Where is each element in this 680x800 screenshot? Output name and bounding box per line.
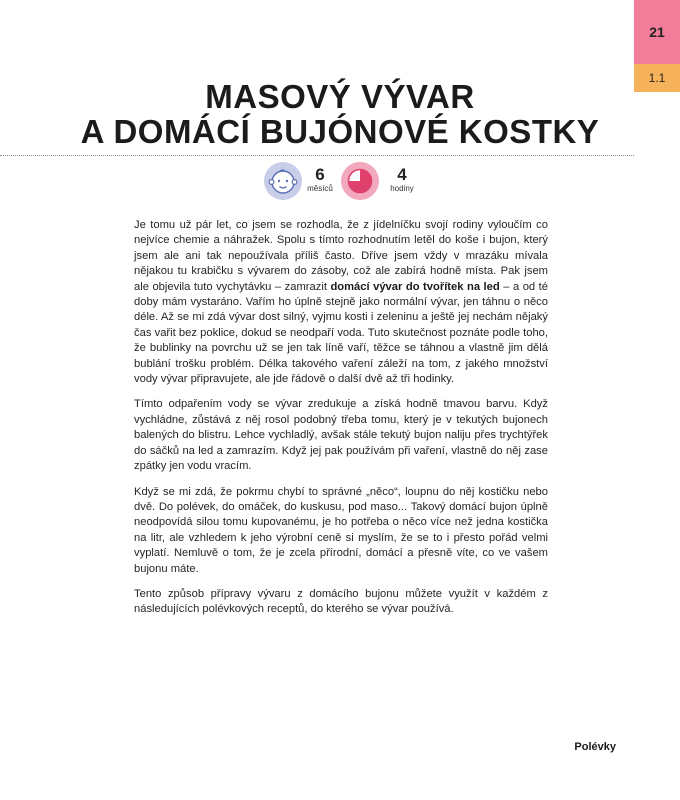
age-unit: měsíců <box>307 184 333 193</box>
paragraph-1 <box>134 218 548 387</box>
age-badge <box>264 162 304 202</box>
title-divider <box>0 155 634 156</box>
page-number: 21 <box>649 24 665 40</box>
paragraph-4: Tento způsob přípravy vývaru z domácího bujonu můžete využít v každém z následujících polévkových receptů, do kterého se vývar používá. <box>134 587 548 616</box>
time-badge <box>341 162 381 202</box>
recipe-title-line-1: MASOVÝ VÝVAR <box>205 78 475 115</box>
age-value: 6 <box>315 165 325 184</box>
paragraph-1-end: – a od té doby mám vystaráno. Vařím ho úplně stejně jako normální vývar, jen táhnu o něco déle. Až se mi zdá vývar dost silný, vyjmu kosti i zeleninu a ještě jej nechám nějaký čas vařit bez poklice, dokud se neodpaří voda. Tuto skutečnost poznáte podle toho, že bublinky na povrchu už se jen tak líně vaří, těžce se táhnou a vlastně jim dělá bublání trošku problém. Délka takového vaření záleží na tom, z jakého množství vody vývar připravujete, ale jde řádově o další dvě až tři hodinky. <box>134 280 548 386</box>
clock-icon <box>341 162 379 200</box>
paragraph-1-highlight: domácí vývar do tvořítek na led <box>330 280 500 293</box>
paragraph-2: Tímto odpařením vody se vývar zredukuje a získá hodně tmavou barvu. Když vychládne, zůstává z něj rosol podobný třeba tomu, který je v tekutých bujonech balených do blistru. Lehce vychladlý, avšak stále tekutý bujon naliju přes trychtýřek do sáčků na led a zamrazím. Když jej pak používám při vaření, vlastně do něj zase zpátky jen vodu vracím. <box>134 398 548 473</box>
age-info <box>306 166 334 194</box>
chapter-label: Polévky <box>574 741 616 753</box>
recipe-title-line-2: A DOMÁCÍ BUJÓNOVÉ KOSTKY <box>80 113 600 150</box>
time-info <box>386 166 418 194</box>
time-unit: hodiny <box>390 184 414 193</box>
paragraph-3: Když se mi zdá, že pokrmu chybí to správné „něco“, loupnu do něj kostičku nebo dvě. Do polévek, do omáček, do kuskusu, pod maso... Takový domácí bujon úplně neodpovídá silou tomu kupovanému, je ho potřeba o něco více než jedna kostička na litr, ale vzhledem k jeho výrobní ceně si myslím, že se to i přesto pořád velmi vyplatí. Nemluvě o tom, že je zcela přírodní, domácí a přesně víte, co ve vašem bujonu máte. <box>134 485 548 575</box>
section-number: 1.1 <box>648 71 666 85</box>
paragraph-1-start: Je tomu už pár let, co jsem se rozhodla, že z jídelníčku svojí rodiny vyloučím co nejvíce chemie a náhražek. Spolu s tímto rozhodnutím letěl do koše i bujon, který jsem ale ani tak nepoužívala příliš často. Dříve jsem vždy v mrazáku mívala nějakou tu krabičku s vývarem do zásoby, což ale zabírá hodně místa. Pak jsem ale objevila tuto vychytávku – zamrazit <box>134 219 548 293</box>
baby-face-icon <box>264 162 302 200</box>
page-number-tab <box>634 0 680 64</box>
recipe-body <box>134 218 548 628</box>
time-value: 4 <box>397 165 407 184</box>
